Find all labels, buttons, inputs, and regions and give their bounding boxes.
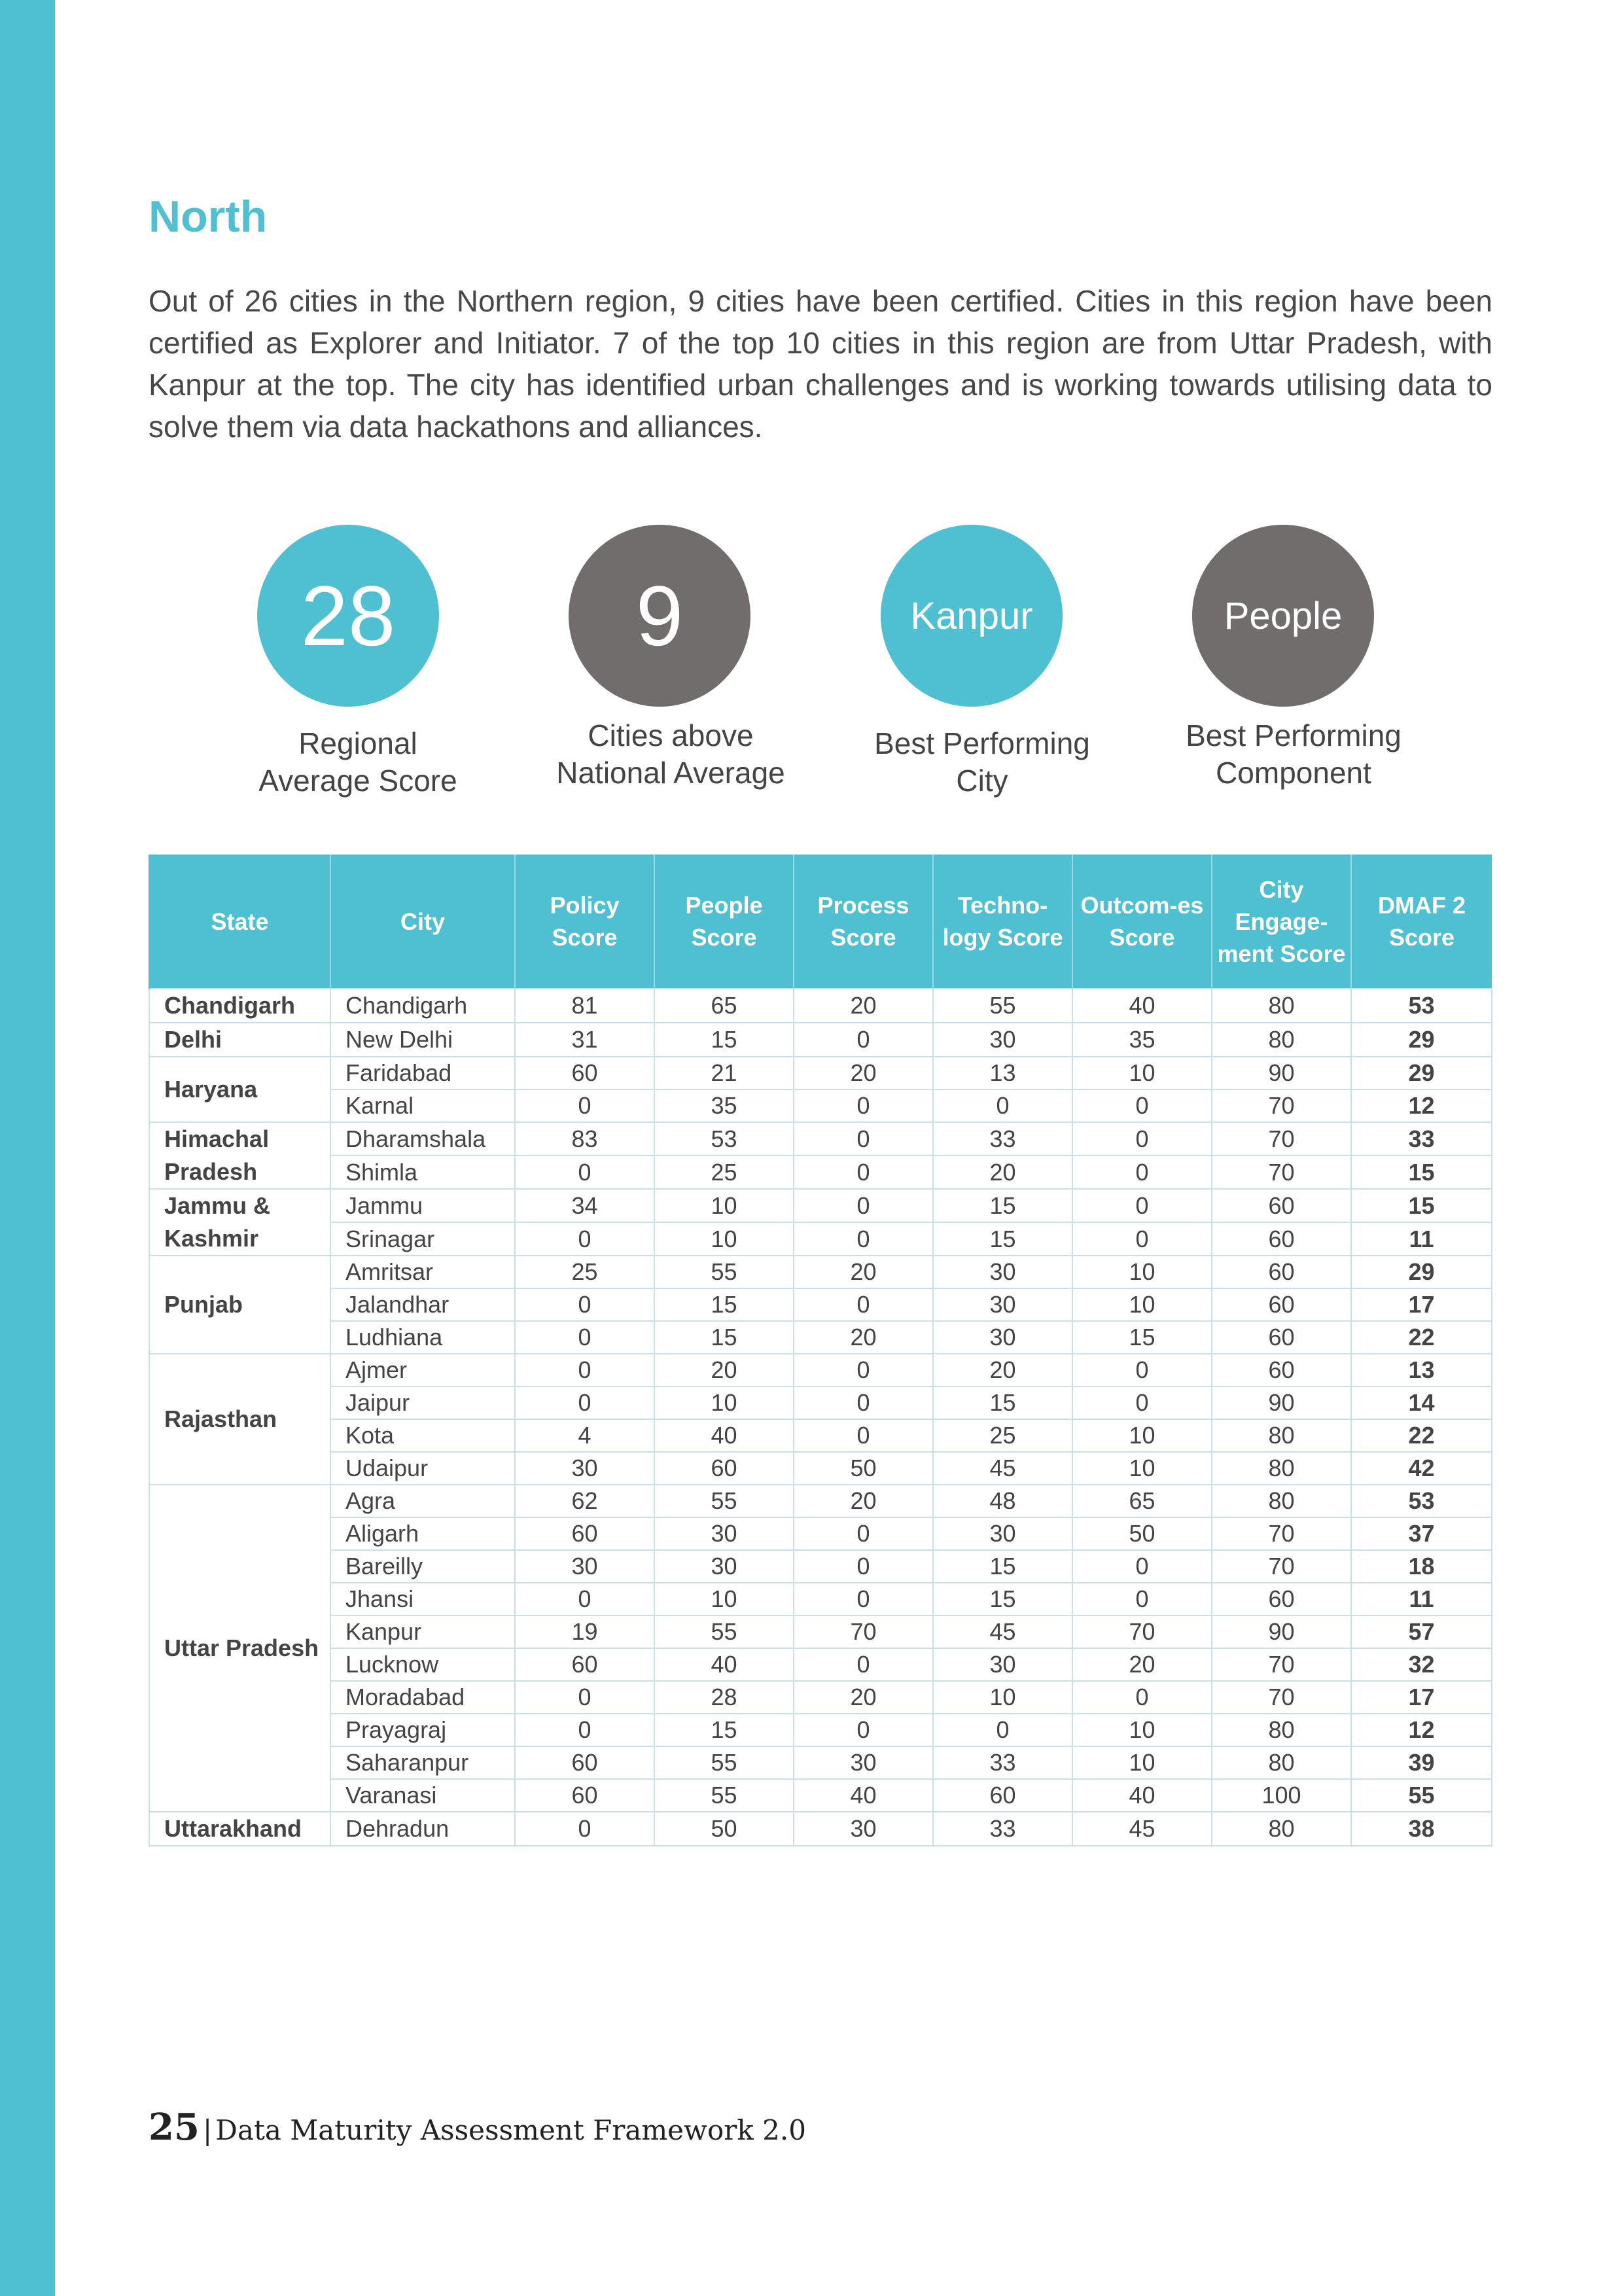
- table-row: [149, 1746, 1492, 1779]
- outcomes-score-cell: 10: [1072, 1256, 1212, 1288]
- city-cell: Faridabad: [330, 1057, 515, 1089]
- page-number: 25: [149, 2106, 200, 2149]
- dmaf2-score-cell: 13: [1351, 1354, 1492, 1386]
- people-score-cell: 55: [654, 1616, 794, 1648]
- policy-score-cell: 34: [515, 1189, 654, 1222]
- outcomes-score-cell: 0: [1072, 1122, 1212, 1156]
- technology-score-cell: 33: [933, 1746, 1072, 1779]
- technology-score-cell: 45: [933, 1616, 1072, 1648]
- city-cell: Dehradun: [330, 1812, 515, 1846]
- city-cell: Aligarh: [330, 1517, 515, 1550]
- outcomes-score-cell: 0: [1072, 1189, 1212, 1222]
- city-engagement-score-cell: 60: [1212, 1189, 1351, 1222]
- city-scores-table: [149, 855, 1492, 1846]
- outcomes-score-cell: 10: [1072, 1288, 1212, 1321]
- process-score-cell: 20: [794, 1681, 933, 1714]
- city-engagement-score-cell: 90: [1212, 1057, 1351, 1089]
- process-score-cell: 0: [794, 1386, 933, 1419]
- header-process-score: Process Score: [794, 855, 933, 989]
- city-cell: Jammu: [330, 1189, 515, 1222]
- dmaf2-score-cell: 15: [1351, 1189, 1492, 1222]
- best-city-value: Kanpur: [910, 594, 1033, 637]
- policy-score-cell: 0: [515, 1089, 654, 1122]
- table-row: [149, 1714, 1492, 1746]
- process-score-cell: 0: [794, 1288, 933, 1321]
- outcomes-score-cell: 10: [1072, 1419, 1212, 1452]
- city-cell: Lucknow: [330, 1648, 515, 1681]
- outcomes-score-cell: 20: [1072, 1648, 1212, 1681]
- people-score-cell: 55: [654, 1485, 794, 1517]
- table-row: [149, 1779, 1492, 1812]
- process-score-cell: 0: [794, 1156, 933, 1189]
- header-dmaf2-score: DMAF 2 Score: [1351, 855, 1492, 989]
- city-engagement-score-cell: 80: [1212, 1746, 1351, 1779]
- technology-score-cell: 45: [933, 1452, 1072, 1485]
- people-score-cell: 65: [654, 989, 794, 1023]
- process-score-cell: 0: [794, 1419, 933, 1452]
- process-score-cell: 50: [794, 1452, 933, 1485]
- state-cell: Haryana: [149, 1057, 330, 1122]
- technology-score-cell: 33: [933, 1122, 1072, 1156]
- city-cell: Ludhiana: [330, 1321, 515, 1354]
- state-cell: Delhi: [149, 1023, 330, 1057]
- city-cell: Karnal: [330, 1089, 515, 1122]
- city-engagement-score-cell: 70: [1212, 1681, 1351, 1714]
- outcomes-score-cell: 70: [1072, 1616, 1212, 1648]
- best-city-caption: [832, 725, 1133, 800]
- technology-score-cell: 30: [933, 1288, 1072, 1321]
- city-cell: Srinagar: [330, 1222, 515, 1256]
- dmaf2-score-cell: 29: [1351, 1057, 1492, 1089]
- process-score-cell: 0: [794, 1714, 933, 1746]
- section-heading: North: [149, 192, 268, 241]
- city-cell: Amritsar: [330, 1256, 515, 1288]
- outcomes-score-cell: 0: [1072, 1583, 1212, 1616]
- best-component-value: People: [1224, 594, 1343, 637]
- header-policy-score: Policy Score: [515, 855, 654, 989]
- footer-separator: |: [203, 2114, 213, 2146]
- header-people-score: People Score: [654, 855, 794, 989]
- city-engagement-score-cell: 70: [1212, 1089, 1351, 1122]
- page-footer: [149, 2106, 806, 2149]
- header-city-engagement-score: City Engage-ment Score: [1212, 855, 1351, 989]
- table-header-row: [149, 855, 1492, 989]
- table-row: [149, 1256, 1492, 1288]
- city-cell: Kanpur: [330, 1616, 515, 1648]
- city-engagement-score-cell: 60: [1212, 1222, 1351, 1256]
- outcomes-score-cell: 0: [1072, 1089, 1212, 1122]
- people-score-cell: 10: [654, 1386, 794, 1419]
- state-cell: Uttarakhand: [149, 1812, 330, 1846]
- outcomes-score-cell: 0: [1072, 1156, 1212, 1189]
- city-engagement-score-cell: 100: [1212, 1779, 1351, 1812]
- process-score-cell: 0: [794, 1550, 933, 1583]
- people-score-cell: 50: [654, 1812, 794, 1846]
- technology-score-cell: 15: [933, 1222, 1072, 1256]
- process-score-cell: 0: [794, 1354, 933, 1386]
- city-engagement-score-cell: 80: [1212, 989, 1351, 1023]
- process-score-cell: 0: [794, 1089, 933, 1122]
- technology-score-cell: 15: [933, 1550, 1072, 1583]
- table-row: [149, 1354, 1492, 1386]
- table-row: [149, 1681, 1492, 1714]
- people-score-cell: 40: [654, 1419, 794, 1452]
- city-cell: New Delhi: [330, 1023, 515, 1057]
- city-engagement-score-cell: 90: [1212, 1386, 1351, 1419]
- policy-score-cell: 0: [515, 1354, 654, 1386]
- dmaf2-score-cell: 14: [1351, 1386, 1492, 1419]
- side-accent-bar: [0, 0, 55, 2296]
- policy-score-cell: 0: [515, 1386, 654, 1419]
- technology-score-cell: 25: [933, 1419, 1072, 1452]
- people-score-cell: 20: [654, 1354, 794, 1386]
- caption-line: Cities above: [588, 718, 754, 752]
- policy-score-cell: 60: [515, 1746, 654, 1779]
- table-row: [149, 1222, 1492, 1256]
- technology-score-cell: 30: [933, 1023, 1072, 1057]
- city-engagement-score-cell: 70: [1212, 1156, 1351, 1189]
- city-cell: Chandigarh: [330, 989, 515, 1023]
- policy-score-cell: 4: [515, 1419, 654, 1452]
- table-row: [149, 1321, 1492, 1354]
- outcomes-score-cell: 10: [1072, 1452, 1212, 1485]
- policy-score-cell: 30: [515, 1452, 654, 1485]
- policy-score-cell: 83: [515, 1122, 654, 1156]
- city-engagement-score-cell: 70: [1212, 1517, 1351, 1550]
- state-cell: Rajasthan: [149, 1354, 330, 1485]
- policy-score-cell: 30: [515, 1550, 654, 1583]
- people-score-cell: 15: [654, 1321, 794, 1354]
- people-score-cell: 15: [654, 1714, 794, 1746]
- dmaf2-score-cell: 39: [1351, 1746, 1492, 1779]
- technology-score-cell: 0: [933, 1714, 1072, 1746]
- technology-score-cell: 15: [933, 1386, 1072, 1419]
- policy-score-cell: 0: [515, 1714, 654, 1746]
- dmaf2-score-cell: 29: [1351, 1256, 1492, 1288]
- outcomes-score-cell: 40: [1072, 989, 1212, 1023]
- header-outcomes-score: Outcom-es Score: [1072, 855, 1212, 989]
- city-cell: Udaipur: [330, 1452, 515, 1485]
- process-score-cell: 0: [794, 1023, 933, 1057]
- table-row: [149, 1616, 1492, 1648]
- outcomes-score-cell: 65: [1072, 1485, 1212, 1517]
- cities-above-average-value: 9: [635, 568, 684, 663]
- process-score-cell: 0: [794, 1583, 933, 1616]
- technology-score-cell: 60: [933, 1779, 1072, 1812]
- policy-score-cell: 0: [515, 1812, 654, 1846]
- technology-score-cell: 0: [933, 1089, 1072, 1122]
- technology-score-cell: 30: [933, 1648, 1072, 1681]
- technology-score-cell: 55: [933, 989, 1072, 1023]
- city-engagement-score-cell: 70: [1212, 1550, 1351, 1583]
- people-score-cell: 10: [654, 1222, 794, 1256]
- policy-score-cell: 62: [515, 1485, 654, 1517]
- city-engagement-score-cell: 90: [1212, 1616, 1351, 1648]
- outcomes-score-cell: 0: [1072, 1550, 1212, 1583]
- cities-above-average-caption: [520, 717, 821, 792]
- technology-score-cell: 30: [933, 1256, 1072, 1288]
- table-row: [149, 1057, 1492, 1089]
- dmaf2-score-cell: 38: [1351, 1812, 1492, 1846]
- city-engagement-score-cell: 80: [1212, 1023, 1351, 1057]
- outcomes-score-cell: 35: [1072, 1023, 1212, 1057]
- outcomes-score-cell: 0: [1072, 1222, 1212, 1256]
- dmaf2-score-cell: 37: [1351, 1517, 1492, 1550]
- dmaf2-score-cell: 18: [1351, 1550, 1492, 1583]
- process-score-cell: 20: [794, 989, 933, 1023]
- caption-line: National Average: [556, 756, 785, 790]
- dmaf2-score-cell: 17: [1351, 1288, 1492, 1321]
- best-component-caption: [1143, 717, 1444, 792]
- city-engagement-score-cell: 60: [1212, 1583, 1351, 1616]
- regional-average-caption: [207, 725, 508, 800]
- outcomes-score-cell: 45: [1072, 1812, 1212, 1846]
- state-cell: Punjab: [149, 1256, 330, 1354]
- dmaf2-score-cell: 11: [1351, 1583, 1492, 1616]
- city-cell: Shimla: [330, 1156, 515, 1189]
- state-cell: Himachal Pradesh: [149, 1122, 330, 1189]
- policy-score-cell: 19: [515, 1616, 654, 1648]
- table-row: [149, 1419, 1492, 1452]
- process-score-cell: 0: [794, 1222, 933, 1256]
- dmaf2-score-cell: 32: [1351, 1648, 1492, 1681]
- city-engagement-score-cell: 80: [1212, 1452, 1351, 1485]
- people-score-cell: 30: [654, 1550, 794, 1583]
- city-engagement-score-cell: 60: [1212, 1321, 1351, 1354]
- table-row: [149, 989, 1492, 1023]
- technology-score-cell: 15: [933, 1189, 1072, 1222]
- process-score-cell: 20: [794, 1057, 933, 1089]
- process-score-cell: 0: [794, 1189, 933, 1222]
- policy-score-cell: 0: [515, 1583, 654, 1616]
- technology-score-cell: 30: [933, 1321, 1072, 1354]
- people-score-cell: 30: [654, 1517, 794, 1550]
- dmaf2-score-cell: 15: [1351, 1156, 1492, 1189]
- outcomes-score-cell: 0: [1072, 1386, 1212, 1419]
- dmaf2-score-cell: 22: [1351, 1321, 1492, 1354]
- technology-score-cell: 33: [933, 1812, 1072, 1846]
- caption-line: Average Score: [258, 764, 457, 798]
- city-cell: Agra: [330, 1485, 515, 1517]
- policy-score-cell: 0: [515, 1156, 654, 1189]
- people-score-cell: 53: [654, 1122, 794, 1156]
- city-engagement-score-cell: 80: [1212, 1485, 1351, 1517]
- people-score-cell: 55: [654, 1746, 794, 1779]
- regional-average-circle: [257, 525, 439, 707]
- dmaf2-score-cell: 22: [1351, 1419, 1492, 1452]
- process-score-cell: 30: [794, 1812, 933, 1846]
- process-score-cell: 0: [794, 1517, 933, 1550]
- people-score-cell: 40: [654, 1648, 794, 1681]
- outcomes-score-cell: 15: [1072, 1321, 1212, 1354]
- caption-line: Best Performing: [874, 726, 1090, 760]
- people-score-cell: 15: [654, 1288, 794, 1321]
- policy-score-cell: 0: [515, 1222, 654, 1256]
- city-engagement-score-cell: 70: [1212, 1648, 1351, 1681]
- city-cell: Moradabad: [330, 1681, 515, 1714]
- outcomes-score-cell: 0: [1072, 1681, 1212, 1714]
- city-engagement-score-cell: 80: [1212, 1419, 1351, 1452]
- outcomes-score-cell: 0: [1072, 1354, 1212, 1386]
- table-row: [149, 1189, 1492, 1222]
- dmaf2-score-cell: 57: [1351, 1616, 1492, 1648]
- state-cell: Jammu & Kashmir: [149, 1189, 330, 1256]
- policy-score-cell: 0: [515, 1321, 654, 1354]
- city-engagement-score-cell: 60: [1212, 1288, 1351, 1321]
- dmaf2-score-cell: 12: [1351, 1714, 1492, 1746]
- table-body: [149, 989, 1492, 1846]
- city-engagement-score-cell: 70: [1212, 1122, 1351, 1156]
- policy-score-cell: 0: [515, 1288, 654, 1321]
- table-row: [149, 1122, 1492, 1156]
- table-row: [149, 1288, 1492, 1321]
- city-cell: Jaipur: [330, 1386, 515, 1419]
- outcomes-score-cell: 10: [1072, 1714, 1212, 1746]
- process-score-cell: 0: [794, 1122, 933, 1156]
- process-score-cell: 0: [794, 1648, 933, 1681]
- table-row: [149, 1517, 1492, 1550]
- policy-score-cell: 60: [515, 1057, 654, 1089]
- intro-paragraph: Out of 26 cities in the Northern region, 9 cities have been certified. Cities in this region have been certified as Explorer and Initiator. 7 of the top 10 cities in this region are from Uttar Pradesh, with Kanpur at the top. The city has identified urban challenges and is working towards utilising data to solve them via data hackathons and alliances.: [149, 284, 1492, 444]
- city-engagement-score-cell: 80: [1212, 1812, 1351, 1846]
- cities-above-average-circle: [569, 525, 750, 707]
- footer-title: Data Maturity Assessment Framework 2.0: [215, 2114, 806, 2146]
- dmaf2-score-cell: 53: [1351, 989, 1492, 1023]
- people-score-cell: 35: [654, 1089, 794, 1122]
- people-score-cell: 15: [654, 1023, 794, 1057]
- people-score-cell: 25: [654, 1156, 794, 1189]
- outcomes-score-cell: 50: [1072, 1517, 1212, 1550]
- people-score-cell: 60: [654, 1452, 794, 1485]
- city-cell: Ajmer: [330, 1354, 515, 1386]
- city-cell: Prayagraj: [330, 1714, 515, 1746]
- technology-score-cell: 15: [933, 1583, 1072, 1616]
- policy-score-cell: 60: [515, 1779, 654, 1812]
- table-row: [149, 1452, 1492, 1485]
- technology-score-cell: 10: [933, 1681, 1072, 1714]
- policy-score-cell: 60: [515, 1648, 654, 1681]
- process-score-cell: 20: [794, 1485, 933, 1517]
- state-cell: Uttar Pradesh: [149, 1485, 330, 1812]
- dmaf2-score-cell: 53: [1351, 1485, 1492, 1517]
- table-row: [149, 1485, 1492, 1517]
- table-row: [149, 1583, 1492, 1616]
- table-row: [149, 1812, 1492, 1846]
- regional-average-value: 28: [300, 568, 396, 663]
- state-cell: Chandigarh: [149, 989, 330, 1023]
- policy-score-cell: 81: [515, 989, 654, 1023]
- dmaf2-score-cell: 29: [1351, 1023, 1492, 1057]
- people-score-cell: 55: [654, 1779, 794, 1812]
- table-row: [149, 1089, 1492, 1122]
- process-score-cell: 40: [794, 1779, 933, 1812]
- process-score-cell: 30: [794, 1746, 933, 1779]
- people-score-cell: 28: [654, 1681, 794, 1714]
- city-cell: Varanasi: [330, 1779, 515, 1812]
- dmaf2-score-cell: 42: [1351, 1452, 1492, 1485]
- table-row: [149, 1648, 1492, 1681]
- table-row: [149, 1023, 1492, 1057]
- technology-score-cell: 20: [933, 1354, 1072, 1386]
- process-score-cell: 20: [794, 1256, 933, 1288]
- city-engagement-score-cell: 60: [1212, 1256, 1351, 1288]
- table-row: [149, 1156, 1492, 1189]
- table-row: [149, 1386, 1492, 1419]
- policy-score-cell: 0: [515, 1681, 654, 1714]
- dmaf2-score-cell: 33: [1351, 1122, 1492, 1156]
- technology-score-cell: 13: [933, 1057, 1072, 1089]
- people-score-cell: 55: [654, 1256, 794, 1288]
- policy-score-cell: 60: [515, 1517, 654, 1550]
- dmaf2-score-cell: 55: [1351, 1779, 1492, 1812]
- city-cell: Kota: [330, 1419, 515, 1452]
- best-component-circle: [1192, 525, 1374, 707]
- caption-line: Component: [1216, 756, 1371, 790]
- city-engagement-score-cell: 80: [1212, 1714, 1351, 1746]
- city-cell: Saharanpur: [330, 1746, 515, 1779]
- policy-score-cell: 31: [515, 1023, 654, 1057]
- dmaf2-score-cell: 11: [1351, 1222, 1492, 1256]
- caption-line: Best Performing: [1186, 718, 1402, 752]
- best-city-circle: [881, 525, 1063, 707]
- technology-score-cell: 30: [933, 1517, 1072, 1550]
- outcomes-score-cell: 10: [1072, 1057, 1212, 1089]
- process-score-cell: 70: [794, 1616, 933, 1648]
- caption-line: City: [956, 764, 1008, 798]
- header-city: City: [330, 855, 515, 989]
- people-score-cell: 21: [654, 1057, 794, 1089]
- header-state: State: [149, 855, 330, 989]
- outcomes-score-cell: 10: [1072, 1746, 1212, 1779]
- people-score-cell: 10: [654, 1583, 794, 1616]
- city-cell: Bareilly: [330, 1550, 515, 1583]
- city-cell: Dharamshala: [330, 1122, 515, 1156]
- people-score-cell: 10: [654, 1189, 794, 1222]
- outcomes-score-cell: 40: [1072, 1779, 1212, 1812]
- dmaf2-score-cell: 12: [1351, 1089, 1492, 1122]
- header-technology-score: Techno-logy Score: [933, 855, 1072, 989]
- technology-score-cell: 48: [933, 1485, 1072, 1517]
- table-row: [149, 1550, 1492, 1583]
- policy-score-cell: 25: [515, 1256, 654, 1288]
- process-score-cell: 20: [794, 1321, 933, 1354]
- city-cell: Jalandhar: [330, 1288, 515, 1321]
- dmaf2-score-cell: 17: [1351, 1681, 1492, 1714]
- technology-score-cell: 20: [933, 1156, 1072, 1189]
- city-engagement-score-cell: 60: [1212, 1354, 1351, 1386]
- city-cell: Jhansi: [330, 1583, 515, 1616]
- caption-line: Regional: [298, 726, 417, 760]
